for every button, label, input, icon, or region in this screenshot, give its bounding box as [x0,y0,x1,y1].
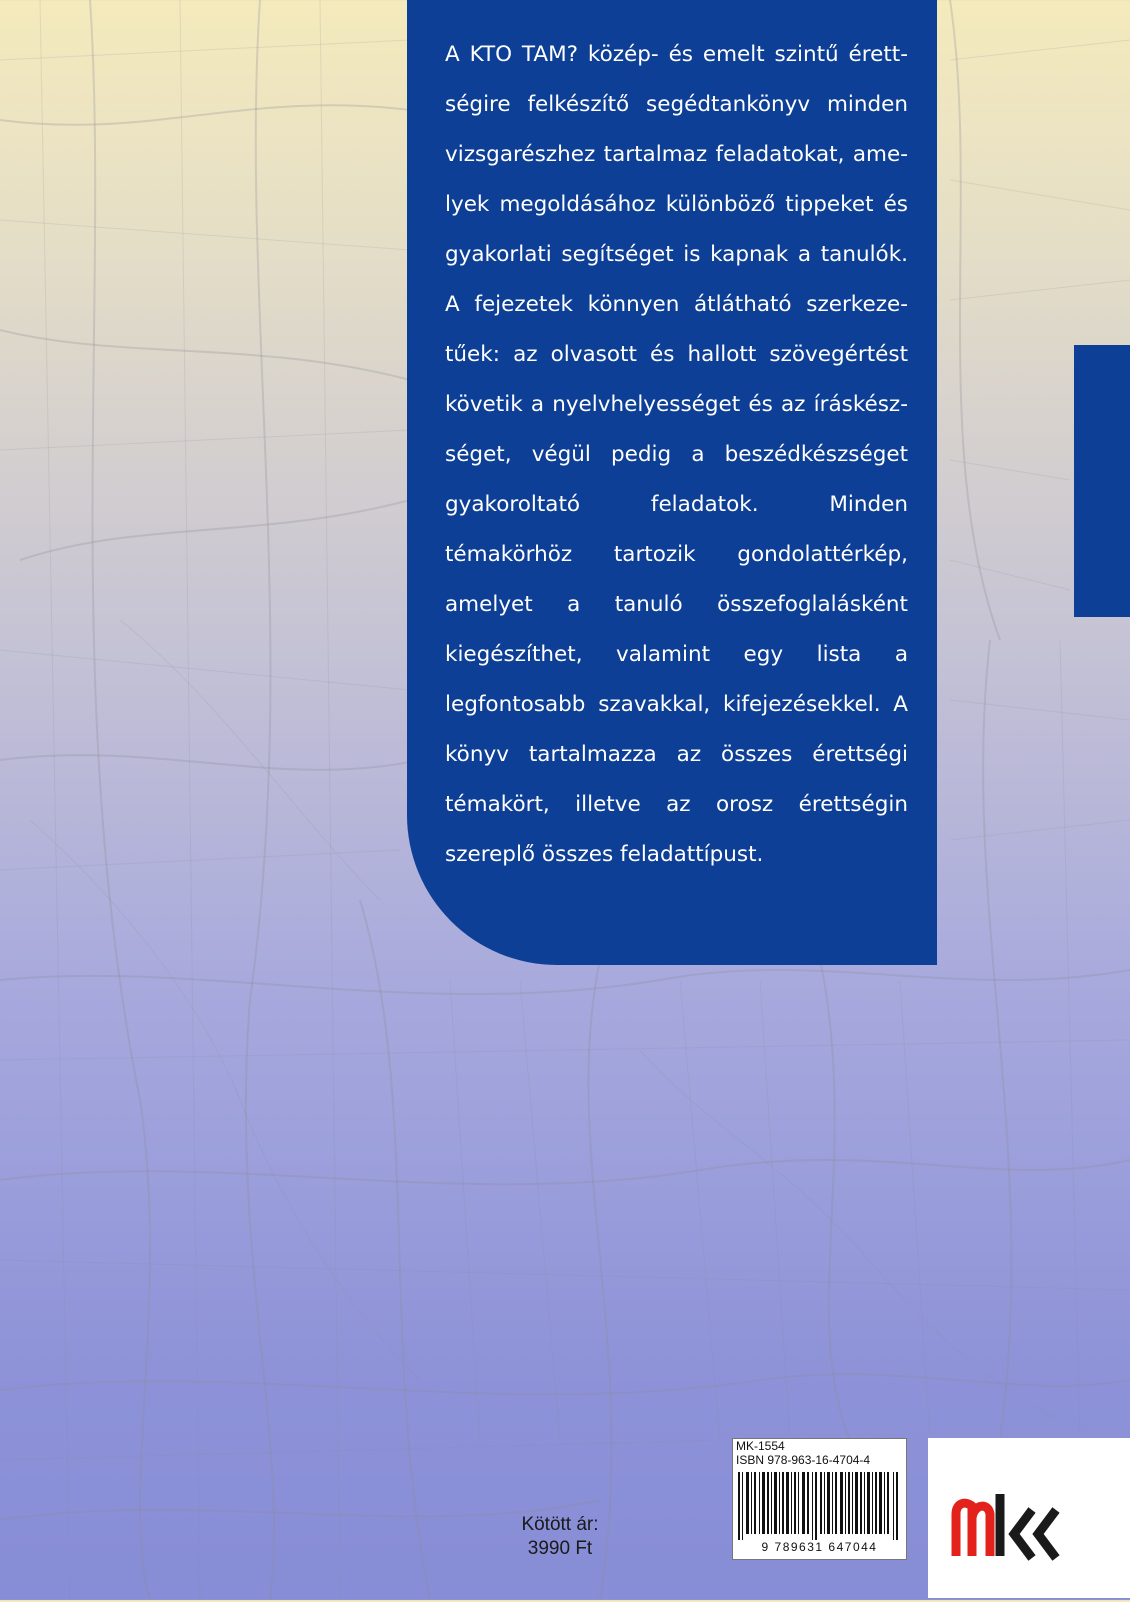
barcode-bars [736,1472,903,1540]
blurb-text: A KTO TAM? közép- és emelt szintű érettségire felkészítő segédtankönyv minden vizsgarészhez tartalmaz feladatokat, amelyek megoldásához különböző tippeket és gyakorlati segítséget is kapnak a tanulók. A fejezetek könnyen átlátható szerkezetűek: az olvasott és hallott szövegértést követik a nyelvhelyességet és az íráskészséget, végül pedig a beszédkészséget gyakoroltató feladatok. Minden témakörhöz tartozik gondolattérkép, amelyet a tanuló összefoglalásként kiegészíthet, valamint egy lista a legfontosabb szavakkal, kifejezésekkel. A könyv tartalmazza az összes érettségi témakört, illetve az orosz érettségin szereplő összes feladattípust. [445,42,908,867]
barcode-digits: 9 789631 647044 [761,1540,878,1554]
price-value: 3990 Ft [527,1538,593,1559]
price-label: Kötött ár: [521,1514,599,1535]
side-tab-decoration [1074,345,1130,617]
barcode-box [732,1438,907,1560]
publisher-logo [928,1438,1130,1598]
isbn-number: ISBN 978-963-16-4704-4 [736,1453,871,1467]
publisher-logo-icon [928,1438,1130,1598]
price-block [490,1513,630,1561]
product-code: MK-1554 [736,1439,785,1453]
